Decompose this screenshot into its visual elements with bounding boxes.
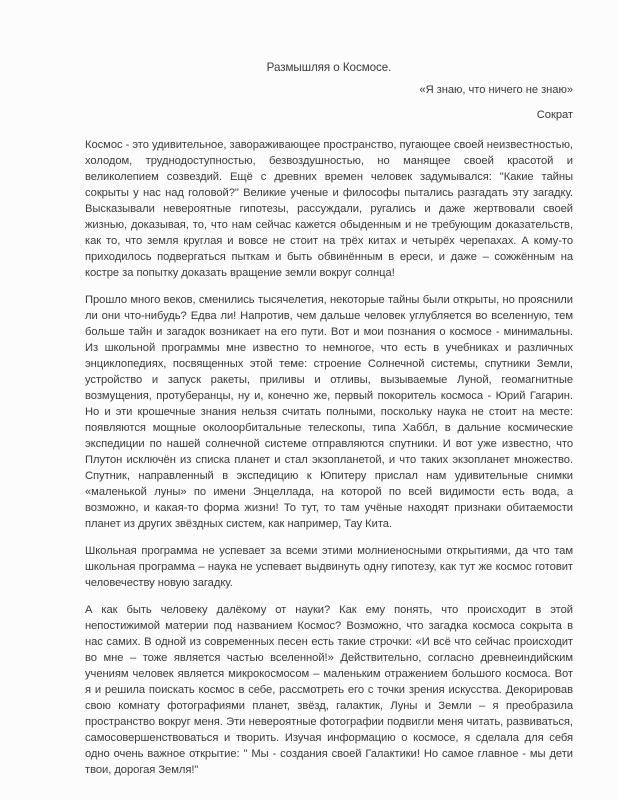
epigraph-attribution: Сократ xyxy=(536,109,573,121)
body-paragraph-1: Космос - это удивительное, завораживающее пространство, пугающее своей неизвестностью, холодом, труднодоступностью, безвоздушностью, но манящее своей красотой и великолепием созвездий. Ещё с древних времен человек задумывался: "Какие тайны сокрыты у нас над головой?" Великие ученые и философы пытались разгадать эту загадку. Высказывали невероятные гипотезы, рассуждали, ругались и даже жертвовали своей жизнью, доказывая, то, что нам сейчас кажется обыденным и не требующим доказательств, как то, что земля круглая и вовсе не стоит на трёх китах и четырёх черепахах. А кому-то приходилось подвергаться пыткам и быть обвинённым в ереси, и даже – сожжённым на костре за попытку доказать вращение земли вокруг солнца! xyxy=(85,139,573,279)
body-paragraph-4: А как быть человеку далёкому от науки? Как ему понять, что происходит в этой непостижимой материи под названием Космос? Возможно, что загадка космоса сокрыта в нас самих. В одной из современных песен есть такие строчки: «И всё что сейчас происходит во мне – тоже является частью вселенной!» Действительно, согласно древнеиндийским учениям человек является микрокосмосом – маленьким отражением большого космоса. Вот я и решила поискать космос в себе, рассмотреть его с точки зрения искусства. Декорировав свою комнату фотографиями планет, звёзд, галактик, Луны и Земли – я преобразила пространство вокруг меня. Эти невероятные фотографии подвигли меня читать, развиваться, самосовершенствоваться и творить. Изучая информацию о космосе, я сделала для себя одно очень важное открытие: " Мы - создания своей Галактики! Но самое главное - мы дети твои, дорогая Земля!" xyxy=(85,604,573,776)
body-paragraph-2: Прошло много веков, сменились тысячелетия, некоторые тайны были открыты, но прояснили ли они что-нибудь? Едва ли! Напротив, чем дальше человек углубляется во вселенную, тем больше тайн и загадок возникает на его пути. Вот и мои познания о космосе - минимальны. Из школьной программы мне известно то немногое, что есть в учебниках и различных энциклопедиях, посвященных этой теме: строение Солнечной системы, спутники Земли, устройство и запуск ракеты, приливы и отливы, вызываемые Луной, геомагнитные возмущения, протуберанцы, ну и, конечно же, первый покоритель космоса - Юрий Гагарин. Но и эти крошечные знания нельзя считать полными, поскольку наука не стоит на месте: появляются мощные околоорбитальные телескопы, типа Хаббл, в дальние космические экспедиции по нашей солнечной системе отправляются спутники. И вот уже известно, что Плутон исключён из списка планет и стал экзопланетой, и что таких экзопланет множество. Спутник, направленный в экспедицию к Юпитеру прислал нам удивительные снимки «маленькой луны» по имени Энцеллада, на которой по всей видимости есть вода, а возможно, и какая-то форма жизни! То тут, то там учёные находят признаки обитаемости планет из других звёздных систем, как например, Тау Кита. xyxy=(85,294,573,530)
document-title: Размышляя о Космосе. xyxy=(266,61,392,74)
document-content xyxy=(85,60,573,778)
body-paragraph-3: Школьная программа не успевает за всеми этими молниеносными открытиями, да что там школьная программа – наука не успевает выдвинуть одну гипотезу, как тут же космос готовит человечеству новую загадку. xyxy=(85,545,573,589)
epigraph-quote: «Я знаю, что ничего не знаю» xyxy=(419,84,573,96)
